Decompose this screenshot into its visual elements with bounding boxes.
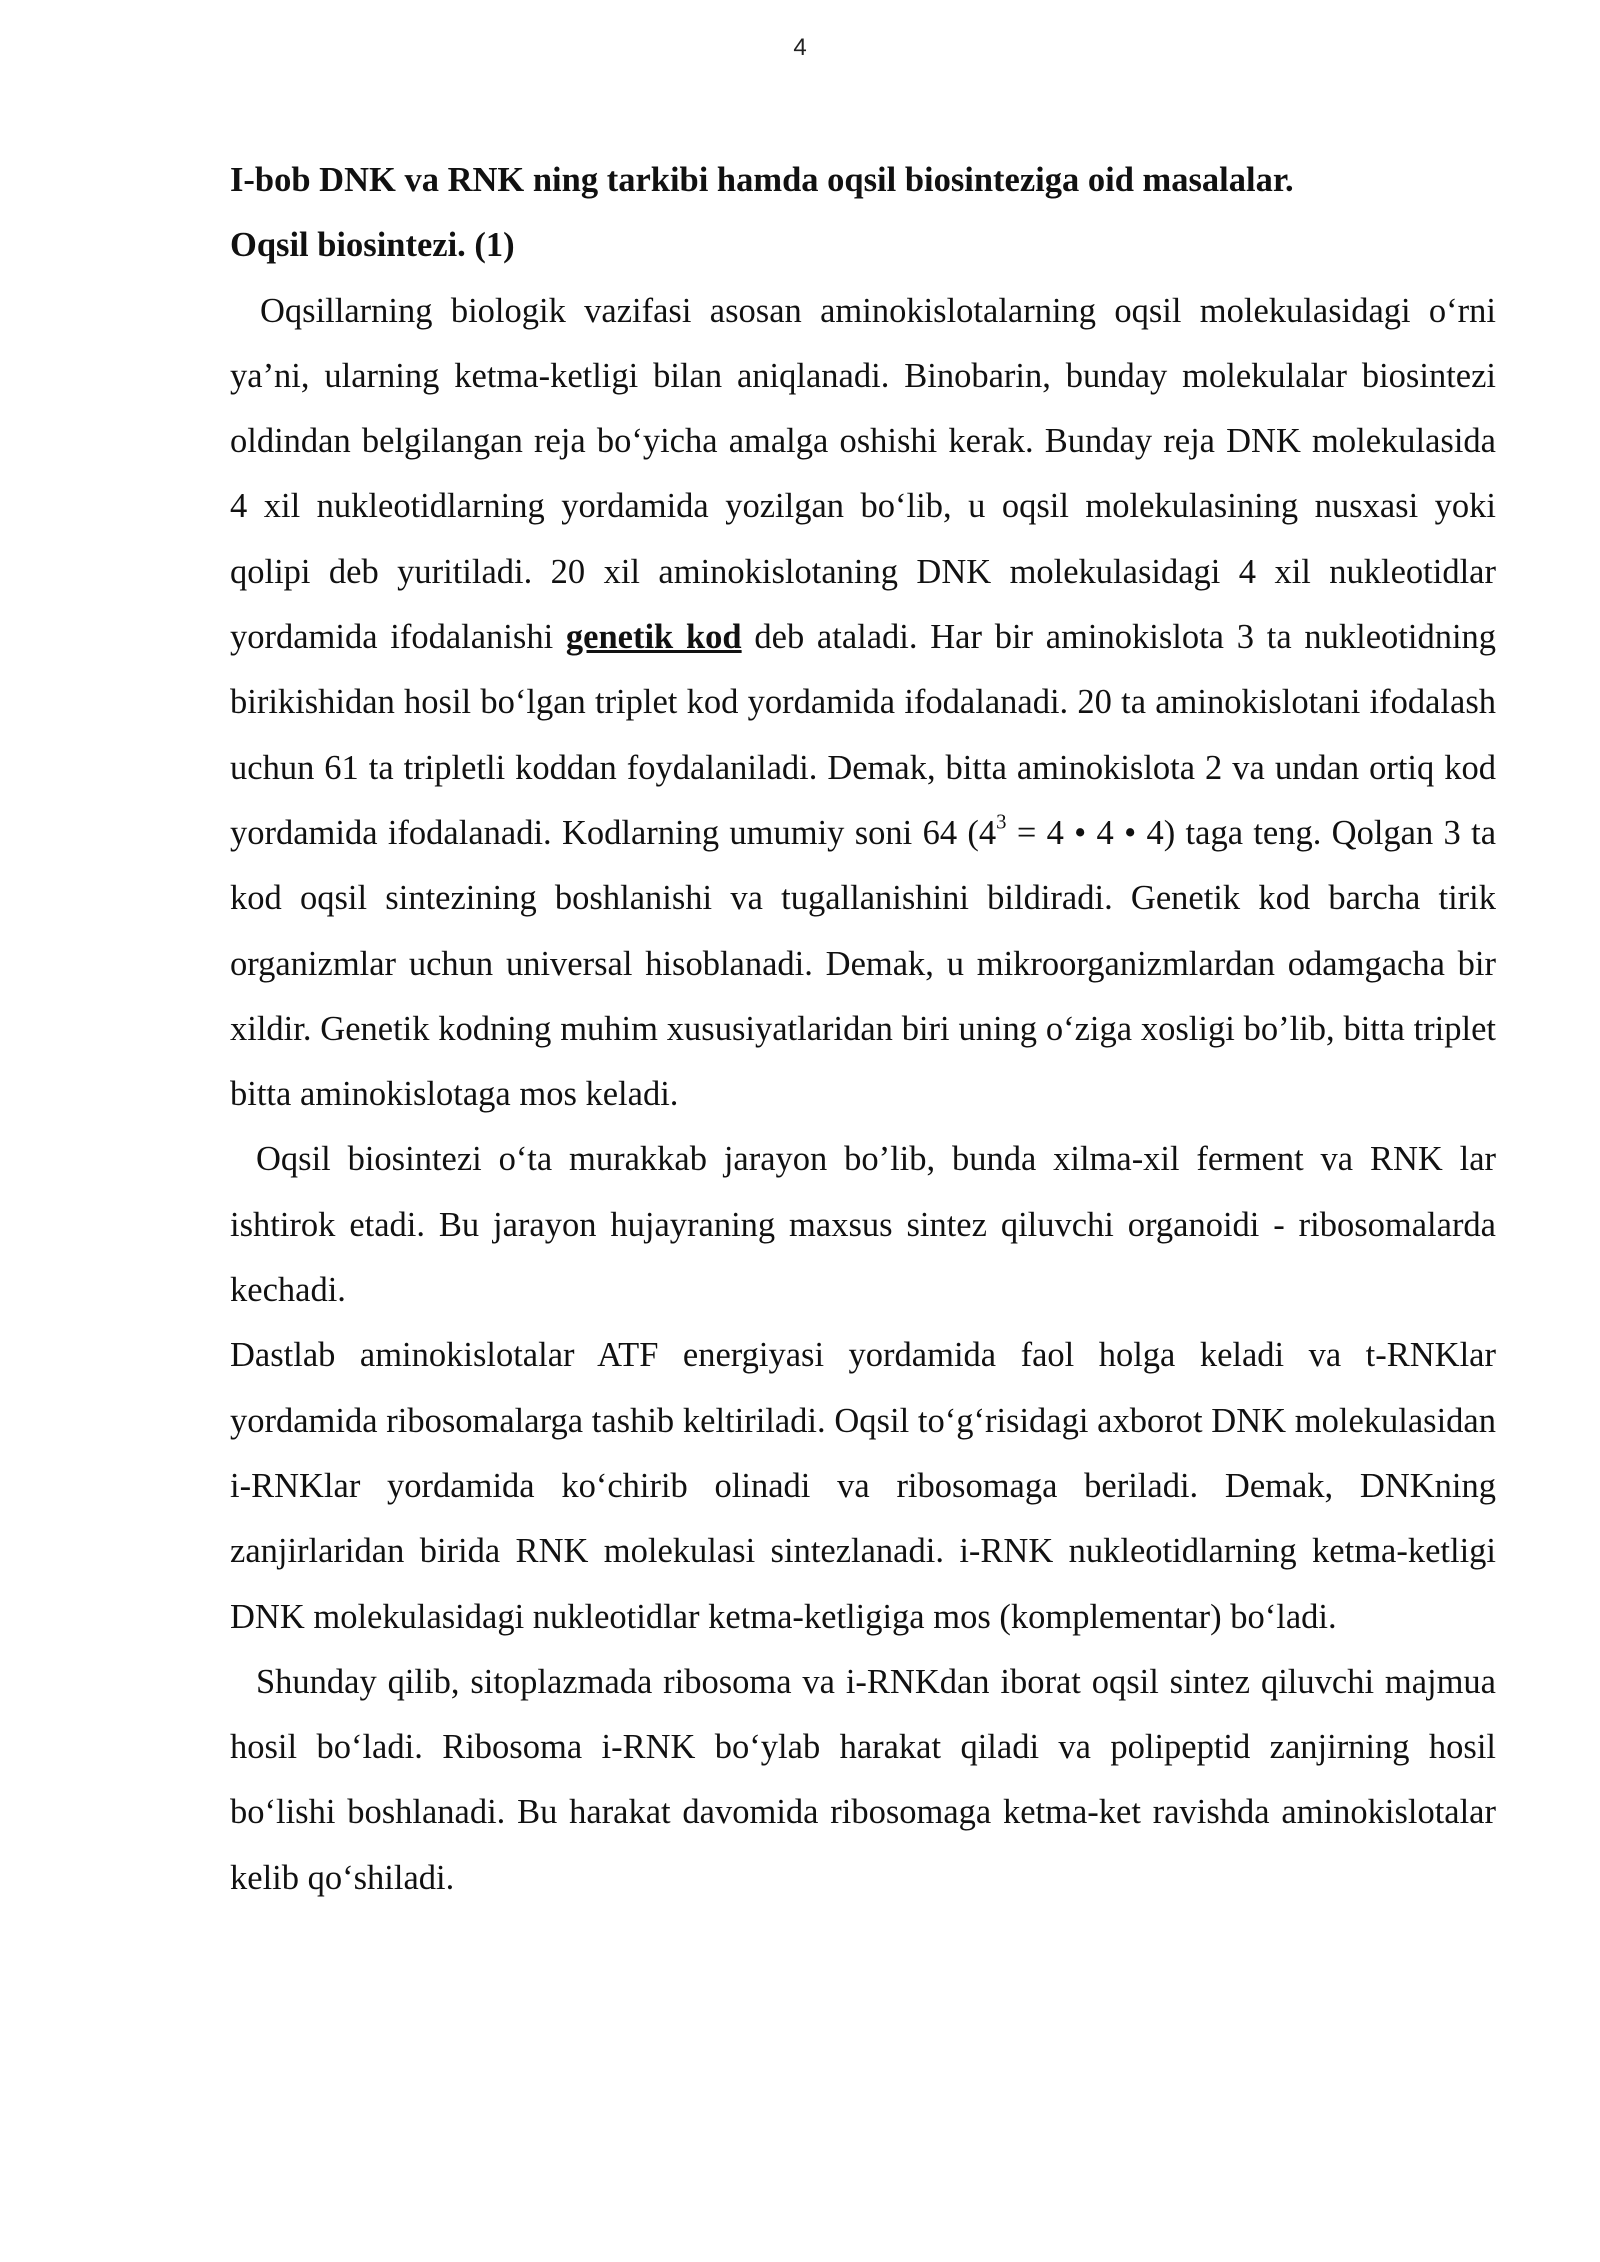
key-term-genetic-code: genetik kod xyxy=(565,618,742,657)
paragraph-activation: Dastlab aminokislotalar ATF energiyasi yordamida faol holga keladi va t-RNKlar yordamida ribosomalarga tashib keltiriladi. Oqsil to‘g‘risidagi axborot DNK molekulasidan i-RNKlar yordamida ko‘chirib olinadi va ribosomaga beriladi. Demak, DNKning zanjirlaridan birida RNK molekulasi sintezlanadi. i-RNK nukleotidlarning ketma-ketligi DNK molekulasidagi nukleotidlar ketma-ketligiga mos (komplementar) bo‘ladi. xyxy=(230,1336,1496,1636)
exponent: 3 xyxy=(996,811,1007,834)
section-heading: Oqsil biosintezi. (1) xyxy=(230,226,515,265)
document-body xyxy=(230,148,1496,1911)
page-number: 4 xyxy=(793,34,807,61)
paragraph-text: Oqsillarning biologik vazifasi asosan aminokislotalarning oqsil molekulasidagi o‘rni ya’ni, ularning ketma-ketligi bilan aniqlanadi. Binobarin, bunday molekulalar biosintezi oldindan belgilangan reja bo‘yicha amalga oshishi kerak. Bunday reja DNK molekulasida 4 xil nukleotidlarning yordamida yozilgan bo‘lib, u oqsil molekulasining nusxasi yoki qolipi deb yuritiladi. 20 xil aminokislotaning DNK molekulasidagi 4 xil nukleotidlar yordamida ifodalanishi xyxy=(230,291,1496,657)
paragraph-text: deb ataladi. Har bir aminokislota 3 ta nukleotidning birikishidan hosil bo‘lgan triplet kod yordamida ifodalanadi. 20 ta aminokislotani ifodalash uchun 61 ta tripletli koddan foydalaniladi. Demak, bitta aminokislota 2 va undan ortiq kod yordamida ifodalanadi. Kodlarning umumiy soni 64 (4 xyxy=(230,618,1497,852)
paragraph-biosynthesis-process: Oqsil biosintezi o‘ta murakkab jarayon bo’lib, bunda xilma-xil ferment va RNK lar ishtirok etadi. Bu jarayon hujayraning maxsus sintez qiluvchi organoidi - ribosomalarda kechadi. xyxy=(230,1140,1496,1310)
paragraph-text: = 4 • 4 • 4) taga teng. Qolgan 3 ta kod oqsil sintezining boshlanishi va tugallanishini bildiradi. Genetik kod barcha tirik organizmlar uchun universal hisoblanadi. Demak, u mikroorganizmlardan odamgacha bir xildir. Genetik kodning muhim xususiyatlaridan biri uning o‘ziga xosligi bo’lib, bitta triplet bitta aminokislotaga mos keladi. xyxy=(230,813,1497,1114)
paragraph-ribosome-complex: Shunday qilib, sitoplazmada ribosoma va i-RNKdan iborat oqsil sintez qiluvchi majmua hosil bo‘ladi. Ribosoma i-RNK bo‘ylab harakat qiladi va polipeptid zanjirning hosil bo‘lishi boshlanadi. Bu harakat davomida ribosomaga ketma-ket ravishda aminokislotalar kelib qo‘shiladi. xyxy=(230,1662,1496,1897)
paragraph-genetic-code xyxy=(230,279,1496,1128)
chapter-heading: I-bob DNK va RNK ning tarkibi hamda oqsil biosinteziga oid masalalar. xyxy=(230,161,1294,199)
